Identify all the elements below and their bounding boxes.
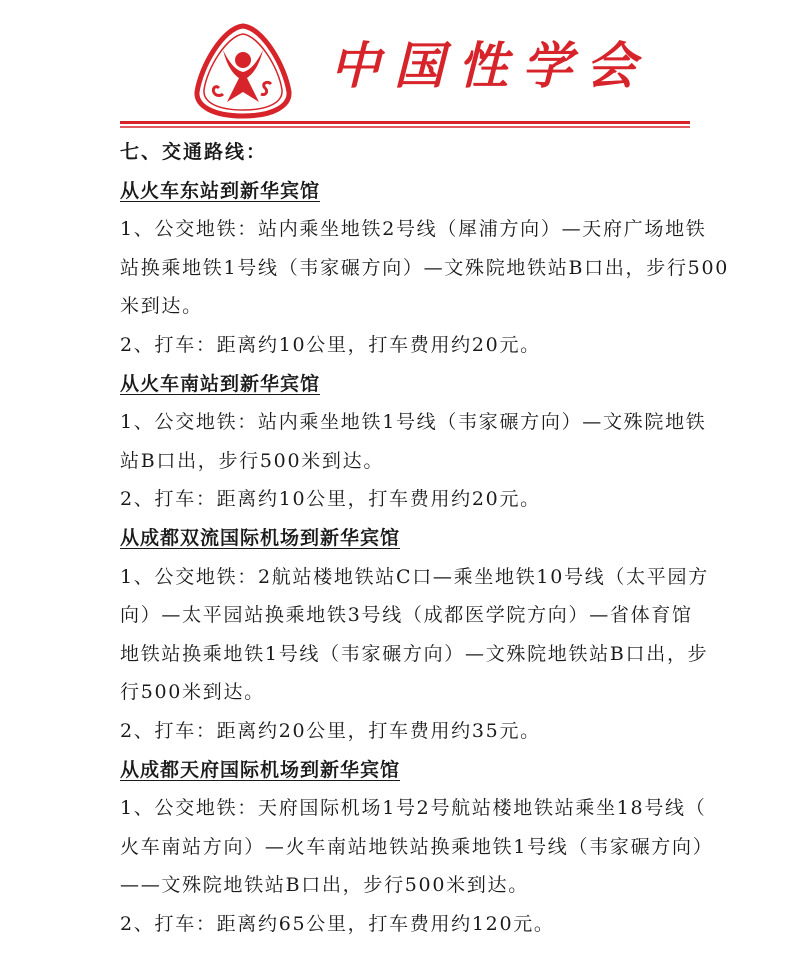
section-title: 七、交通路线：	[120, 141, 268, 163]
header-rule-top	[120, 121, 690, 124]
text-line: 站B口出，步行500米到达。	[120, 449, 385, 472]
text-line: 米到达。	[120, 295, 203, 318]
route-block-tianfu-airport	[120, 751, 714, 944]
text-line: 行500米到达。	[120, 681, 265, 704]
route-block-east-station	[120, 172, 730, 365]
route-heading: 从成都双流国际机场到新华宾馆	[120, 526, 401, 549]
text-line: 地铁站换乘地铁1号线（韦家碾方向）—文殊院地铁站B口出，步	[120, 642, 709, 665]
letterhead	[0, 0, 800, 130]
text-line: 1、公交地铁：站内乘坐地铁2号线（犀浦方向）—天府广场地铁	[120, 218, 707, 241]
text-line: 火车南站方向）—火车南站地铁站换乘地铁1号线（韦家碾方向）	[120, 835, 714, 858]
route-item-metro	[120, 403, 707, 480]
route-item-metro	[120, 210, 730, 326]
route-heading: 从火车南站到新华宾馆	[120, 372, 321, 395]
route-block-shuangliu-airport	[120, 519, 709, 751]
text-line: 站换乘地铁1号线（韦家碾方向）—文殊院地铁站B口出，步行500	[120, 256, 730, 279]
text-line: 2、打车：距离约10公里，打车费用约20元。	[120, 488, 541, 511]
text-line: 2、打车：距离约10公里，打车费用约20元。	[120, 333, 541, 356]
text-line: 1、公交地铁：2航站楼地铁站C口—乘坐地铁10号线（太平园方	[120, 565, 709, 588]
document-body	[120, 133, 730, 943]
route-item-metro	[120, 558, 709, 712]
route-item-taxi	[120, 905, 690, 944]
route-heading: 从成都天府国际机场到新华宾馆	[120, 758, 401, 781]
text-line: 1、公交地铁：天府国际机场1号2号航站楼地铁站乘坐18号线（	[120, 797, 707, 820]
route-heading: 从火车东站到新华宾馆	[120, 179, 321, 202]
route-item-taxi	[120, 480, 690, 519]
route-item-taxi	[120, 712, 690, 751]
header-rule-bottom	[120, 126, 690, 128]
route-item-metro	[120, 789, 714, 905]
organization-name: 中国性学会	[330, 36, 650, 95]
route-block-south-station	[120, 365, 707, 519]
text-line: 1、公交地铁：站内乘坐地铁1号线（韦家碾方向）—文殊院地铁	[120, 411, 707, 434]
text-line: 2、打车：距离约20公里，打车费用约35元。	[120, 719, 541, 742]
text-line: ——文殊院地铁站B口出，步行500米到达。	[120, 874, 529, 897]
text-line: 2、打车：距离约65公里，打车费用约120元。	[120, 912, 555, 935]
route-item-taxi	[120, 326, 690, 365]
cs-triangle-logo-icon	[193, 22, 293, 120]
text-line: 向）—太平园站换乘地铁3号线（成都医学院方向）—省体育馆	[120, 604, 693, 627]
